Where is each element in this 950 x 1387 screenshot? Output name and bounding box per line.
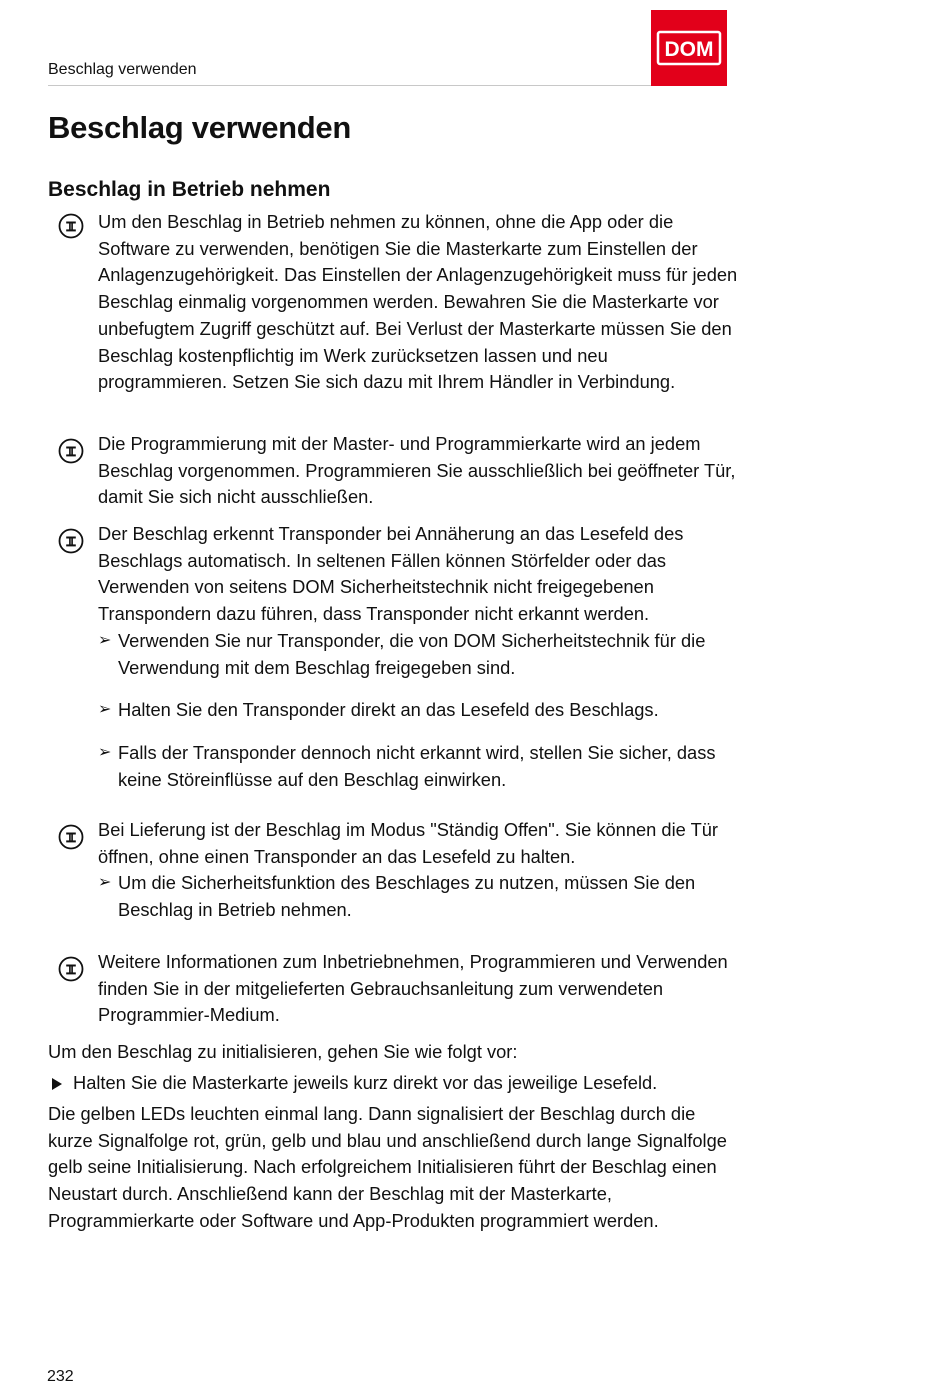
arrow-bullet-icon: ➢: [98, 874, 112, 892]
dom-logo: [651, 10, 727, 86]
info-icon: [58, 824, 84, 850]
info-note: [48, 431, 738, 511]
info-note: [48, 817, 738, 924]
section-heading: Beschlag in Betrieb nehmen: [48, 178, 331, 201]
info-icon: [58, 528, 84, 554]
note-text: Um den Beschlag in Betrieb nehmen zu können, ohne die App oder die Software zu verwenden, benötigen Sie die Masterkarte zum Einstellen der Anlagenzugehörigkeit. Das Einstellen der Anlagenzugehörigkeit muss für jeden Beschlag einmalig vorgenommen werden. Bewahren Sie die Masterkarte vor unbefugtem Zugriff geschützt auf. Bei Verlust der Masterkarte müssen Sie den Beschlag kostenpflichtig im Werk zurücksetzen lassen und neu programmieren. Setzen Sie sich dazu mit Ihrem Händler in Verbindung.: [98, 211, 738, 393]
info-icon: [58, 956, 84, 982]
note-text: Der Beschlag erkennt Transponder bei Annäherung an das Lesefeld des Beschlags automatisch. In seltenen Fällen können Störfelder oder das Verwenden von seitens DOM Sicherheitstechnik nicht freigegebenen Transpondern dazu führen, dass Transponder nicht erkannt werden.: [98, 523, 684, 625]
list-item: [98, 740, 738, 793]
info-note: [48, 521, 738, 793]
procedure-intro: Um den Beschlag zu initialisieren, gehen Sie wie folgt vor:: [48, 1041, 518, 1062]
bullet-text: Verwenden Sie nur Transponder, die von DOM Sicherheitstechnik für die Verwendung mit dem Beschlag freigegeben sind.: [118, 629, 706, 678]
note-text: Bei Lieferung ist der Beschlag im Modus "Ständig Offen". Sie können die Tür öffnen, ohne einen Transponder an das Lesefeld zu halten.: [98, 819, 719, 867]
bullet-text: Halten Sie den Transponder direkt an das Lesefeld des Beschlags.: [118, 699, 659, 721]
page-title: Beschlag verwenden: [48, 110, 351, 145]
info-note: [48, 949, 738, 1029]
list-item: [98, 697, 738, 724]
note-text: Die Programmierung mit der Master- und Programmierkarte wird an jedem Beschlag vorgenommen. Programmieren Sie ausschließlich bei geöffneter Tür, damit Sie sich nicht ausschließen.: [98, 433, 736, 508]
logo-text: DOM: [664, 38, 714, 61]
running-header: Beschlag verwenden: [48, 61, 197, 78]
list-item: [98, 870, 738, 923]
bullet-text: Um die Sicherheitsfunktion des Beschlages zu nutzen, müssen Sie den Beschlag in Betrieb nehmen.: [118, 872, 696, 921]
result-paragraph: Die gelben LEDs leuchten einmal lang. Dann signalisiert der Beschlag durch die kurze Signalfolge rot, grün, gelb und blau und anschließend durch lange Signalfolge gelb seine Initialisierung. Nach erfolgreichem Initialisieren führt der Beschlag einen Neustart durch. Anschließend kann der Beschlag mit der Masterkarte, Programmierkarte oder Software und App-Produkten programmiert werden.: [48, 1103, 727, 1231]
arrow-bullet-icon: ➢: [98, 743, 112, 761]
bullet-text: Falls der Transponder dennoch nicht erkannt wird, stellen Sie sicher, dass keine Störeinflüsse auf den Beschlag einwirken.: [118, 741, 716, 790]
info-icon: [58, 438, 84, 464]
header-divider: [48, 85, 726, 86]
step-text: Halten Sie die Masterkarte jeweils kurz direkt vor das jeweilige Lesefeld.: [73, 1072, 658, 1093]
arrow-bullet-icon: ➢: [98, 701, 112, 719]
step-item: [48, 1070, 738, 1097]
arrow-bullet-icon: ➢: [98, 631, 112, 649]
list-item: [98, 628, 738, 681]
note-text: Weitere Informationen zum Inbetriebnehmen, Programmieren und Verwenden finden Sie in der mitgelieferten Gebrauchsanleitung zum verwendeten Programmier-Medium.: [98, 951, 728, 1026]
info-note: [48, 209, 738, 396]
info-icon: [58, 213, 84, 239]
page-number: 232: [47, 1368, 74, 1385]
triangle-bullet-icon: [52, 1078, 62, 1090]
